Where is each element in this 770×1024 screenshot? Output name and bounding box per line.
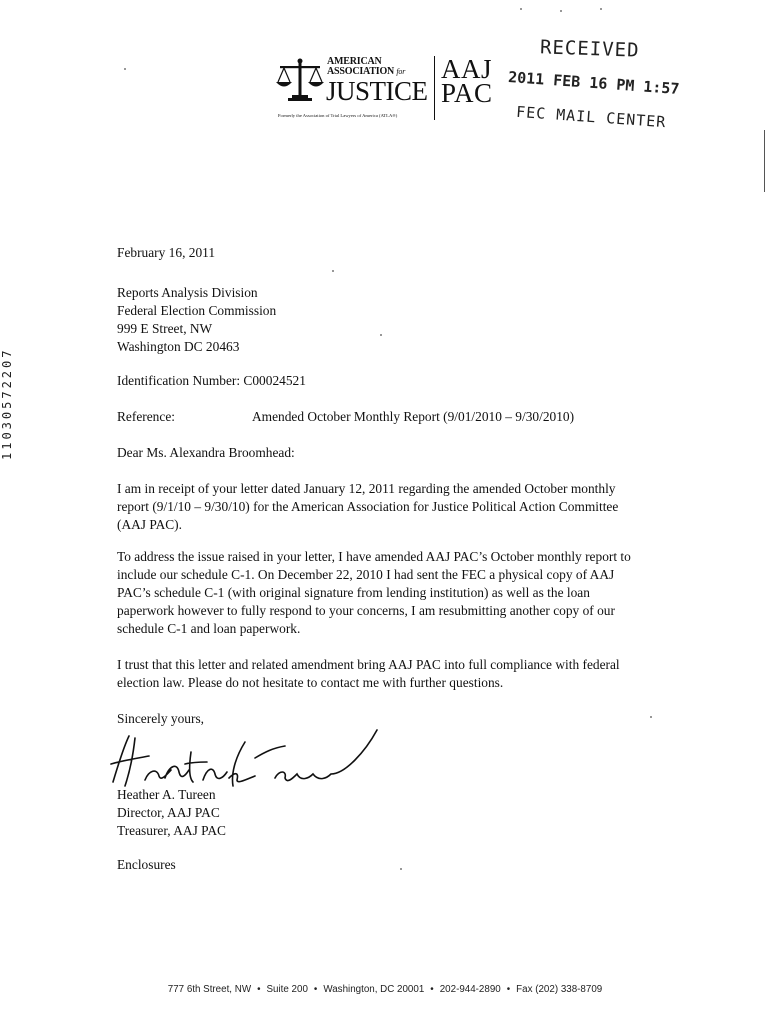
footer-suite: Suite 200 <box>266 984 308 995</box>
stamp-date-time: 2011 FEB 16 PM 1:57 <box>507 68 681 98</box>
pac-logo-aaj: AAJ <box>441 54 493 84</box>
pac-logo-pac: PAC <box>441 78 493 108</box>
scan-speck <box>600 8 602 10</box>
signer-name: Heather A. Tureen <box>117 787 216 802</box>
letter-date: February 16, 2011 <box>117 245 216 260</box>
address-line: 999 E Street, NW <box>117 321 213 336</box>
body-paragraph: I am in receipt of your letter dated January 12, 2011 regarding the amended October monthly report (9/1/10 – 9/30/10) for the American Association for Justice Political Action Committee (AAJ PAC). <box>117 481 619 532</box>
signer-title: Treasurer, AAJ PAC <box>117 823 226 838</box>
stamp-location: FEC MAIL CENTER <box>515 102 667 132</box>
org-name-justice: JUSTICE <box>326 76 428 106</box>
handwritten-signature <box>105 722 385 794</box>
scan-speck <box>380 334 382 336</box>
body-paragraph: I trust that this letter and related amendment bring AAJ PAC into full compliance with federal election law. Please do not hesitate to contact me with further questions. <box>117 657 620 690</box>
closing: Sincerely yours, <box>117 711 205 726</box>
address-line: Reports Analysis Division <box>117 285 258 300</box>
identification-number: Identification Number: C00024521 <box>117 373 306 388</box>
signature-block <box>117 786 226 840</box>
scan-edge-line <box>764 130 765 192</box>
document-control-number: 11030572207 <box>0 347 14 460</box>
reference-line <box>117 408 657 426</box>
scan-speck <box>650 716 652 718</box>
enclosures-note: Enclosures <box>117 857 176 872</box>
footer-address: 777 6th Street, NW <box>167 984 252 995</box>
body-paragraph: To address the issue raised in your letter, I have amended AAJ PAC’s October monthly report to include our schedule C-1. On December 22, 2010 I had sent the FEC a physical copy of AAJ PAC’s schedule C-1 (with original signature from lending institution) as well as the loan paperwork however to fully respond to your concerns, I am resubmitting another copy of our schedule C-1 and loan paperwork. <box>117 549 631 636</box>
footer-fax: Fax (202) 338-8709 <box>516 984 603 995</box>
org-name-small: AMERICAN ASSOCIATION for <box>327 56 406 77</box>
aaj-letterhead-logo <box>276 54 502 122</box>
scan-speck <box>124 68 126 70</box>
scan-speck <box>560 10 562 12</box>
scales-of-justice-icon <box>276 58 324 102</box>
address-line: Washington DC 20463 <box>117 339 240 354</box>
reference-label: Reference: <box>117 409 175 424</box>
scan-speck <box>520 8 522 10</box>
signer-title: Director, AAJ PAC <box>117 805 220 820</box>
formerly-atla-line: Formerly the Association of Trial Lawyers of America (ATLA®) <box>278 113 398 118</box>
stamp-received: RECEIVED <box>539 36 640 62</box>
letterhead-footer: 777 6th Street, NW • Suite 200 • Washington, DC 20001 • 202-944-2890 • Fax (202) 338-8709 <box>167 984 603 995</box>
scan-speck <box>332 270 334 272</box>
salutation: Dear Ms. Alexandra Broomhead: <box>117 445 295 460</box>
footer-city: Washington, DC 20001 <box>323 984 425 995</box>
footer-phone: 202-944-2890 <box>439 984 501 995</box>
reference-value: Amended October Monthly Report (9/01/2010 – 9/30/2010) <box>252 409 575 424</box>
recipient-address <box>117 284 276 356</box>
scan-speck <box>400 868 402 870</box>
logo-divider <box>434 56 435 120</box>
address-line: Federal Election Commission <box>117 303 277 318</box>
